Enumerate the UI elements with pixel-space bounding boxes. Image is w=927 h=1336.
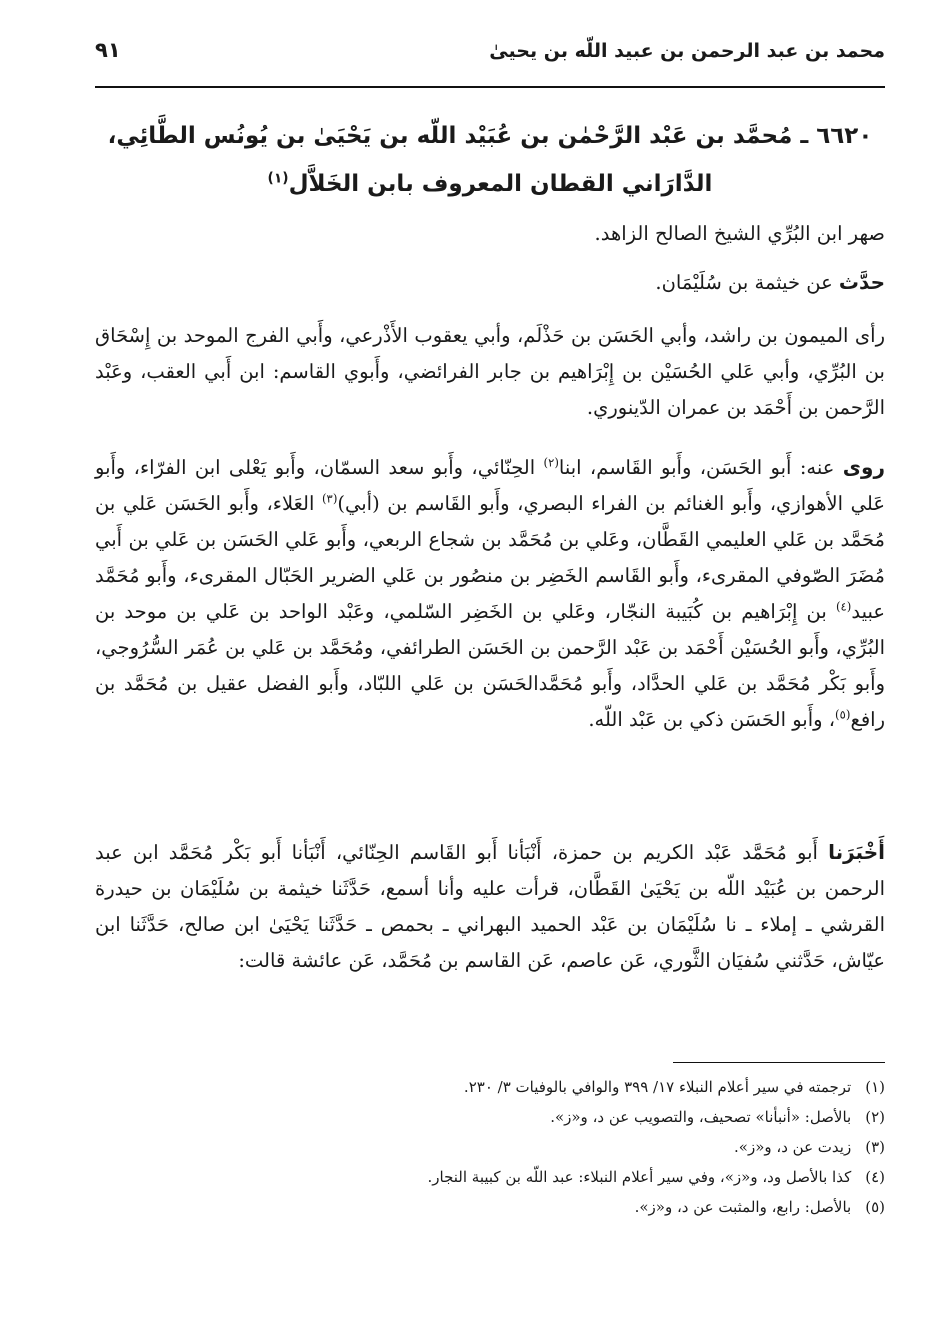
raa-paragraph bbox=[95, 318, 885, 426]
entry-heading bbox=[95, 112, 885, 208]
footnote-ref-4: (٤) bbox=[835, 599, 852, 614]
entry-heading-line-2 bbox=[95, 160, 885, 208]
footnote-number: (١) bbox=[865, 1078, 885, 1096]
footnote-number: (٤) bbox=[865, 1168, 885, 1186]
raa-text: رأى الميمون بن راشد، وأبي الحَسَن بن حَذْلَم، وأبي يعقوب الأَذْرعي، وأَبي الفرج الموحد بن إِسْحَاق بن البُرِّي، وأبي عَلي الحُسَيْن بن إِبْرَاهيم بن جابر الفرائضي، وأَبوي القاسم: ابن أَبي العقب، وعَبْد الرَّحمن بن أَحْمَد بن عمران الدّينوري. bbox=[95, 324, 885, 419]
footnote-text: زيدت عن د، و«ز». bbox=[734, 1138, 852, 1156]
footnote-number: (٥) bbox=[865, 1198, 885, 1216]
entry-heading-line-2-text: الدَّارَاني القطان المعروف بابن الخَلاَّل bbox=[288, 171, 713, 197]
rawa-line bbox=[95, 449, 885, 738]
entry-heading-line-1: ٦٦٢٠ ـ مُحمَّد بن عَبْد الرَّحْمٰن بن عُبَيْد اللّه بن يَحْيَىٰ بن يُونُس الطَّائِي، bbox=[107, 123, 873, 149]
footnote bbox=[95, 1132, 885, 1162]
running-title: محمد بن عبد الرحمن بن عبيد اللّه بن يحيىٰ bbox=[489, 40, 885, 62]
akhbarana-text: أَبو مُحَمَّد عَبْد الكريم بن حمزة، أَنْبَأنا أَبو القَاسم الحِنّائي، أَنْبَأنا أَبو بَكْر مُحَمَّد ابن عبد الرحمن بن عُبَيْد اللّه بن يَحْيَىٰ القَطَّان، قرأت عليه وأنا أسمع، حَدَّثَنا خيثمة بن سُلَيْمَان بن حيدرة القرشي ـ إملاء ـ نا سُلَيْمَان بن عَبْد الحميد البهراني ـ بحمص ـ حَدَّثَنا يَحْيَىٰ ابن صالح، حَدَّثَنا ابن عيّاش، حَدَّثني سُفيَان الثَّوري، عَن عاصم، عَن القاسم بن مُحَمَّد، عَن عائشة قالت: bbox=[95, 841, 885, 972]
footnote bbox=[95, 1192, 885, 1222]
footnote-number: (٣) bbox=[865, 1138, 885, 1156]
rawa-text-4: بن إِبْرَاهيم بن كُبَيبة النجّار، وعَلي بن الخَضِر السّلمي، وعَبْد الواحد بن عَلي بن موحد بن البُرِّي، وأَبو الحُسَيْن أَحْمَد بن عَبْد الرَّحمن بن الحَسَن الطرائفي، ومُحَمَّد بن عَلي بن عُمَر السُّرُوجي، وأَبو بَكْر مُحَمَّد بن عَلي الحدَّاد، وأَبو مُحَمَّدالحَسَن بن عَلي اللبّاد، وأَبو الفضل عقيل بن مُحَمَّد بن رافع bbox=[95, 600, 885, 731]
rawa-text-3: العَلاء، وأَبو الحَسَن عَلي بن مُحَمَّد بن عَلي العليمي القَطَّان، وعَلي بن مُحَمَّد بن شجاع الربعي، وأَبو عَلي الحَسَن بن عَلي بن أَبي مُضَرَ الصّوفي المقرىء، وأَبو القَاسم الخَضِر بن منصُور بن عَلي الضرير الحَبّال المقرىء، وأَبو مُحَمَّد عبيد bbox=[95, 492, 885, 623]
hadath-line bbox=[95, 264, 885, 301]
intro-paragraph bbox=[95, 216, 885, 252]
rawa-text-1: عنه: أَبو الحَسَن، وأَبو القَاسم، ابنا bbox=[558, 456, 843, 479]
footnote bbox=[95, 1162, 885, 1192]
footnote-text: كذا بالأصل ود، و«ز»، وفي سير أعلام النبلاء: عبد اللّه بن كبيبة النجار. bbox=[427, 1168, 852, 1186]
footnote-ref-2: (٢) bbox=[543, 455, 559, 470]
footnote bbox=[95, 1102, 885, 1132]
intro-text: صهر ابن البُرِّي الشيخ الصالح الزاهد. bbox=[594, 222, 885, 245]
footnotes bbox=[95, 1072, 885, 1222]
footnote-ref-1: (١) bbox=[267, 170, 289, 187]
running-header bbox=[95, 36, 885, 88]
footnote-text: ترجمته في سير أعلام النبلاء ١٧/ ٣٩٩ والوافي بالوفيات ٣/ ٢٣٠. bbox=[463, 1078, 852, 1096]
footnote-text: بالأصل: «أنبأنا» تصحيف، والتصويب عن د، و«ز». bbox=[550, 1108, 852, 1126]
hadath-text: عن خيثمة بن سُلَيْمَان. bbox=[655, 271, 839, 294]
akhbarana-line bbox=[95, 834, 885, 979]
footnote bbox=[95, 1072, 885, 1102]
footnote-ref-3: (٣) bbox=[321, 491, 338, 506]
akhbarana-paragraph bbox=[95, 834, 885, 979]
akhbarana-lead: أَخْبَرَنا bbox=[828, 840, 885, 864]
footnote-ref-5: (٥) bbox=[835, 707, 851, 722]
rawa-text-5: ، وأَبو الحَسَن ذكي بن عَبْد اللّه. bbox=[588, 708, 836, 731]
footnote-divider bbox=[673, 1062, 885, 1063]
hadath-paragraph bbox=[95, 264, 885, 301]
rawa-paragraph bbox=[95, 449, 885, 738]
footnote-text: بالأصل: رابع، والمثبت عن د، و«ز». bbox=[634, 1198, 852, 1216]
hadath-lead: حدَّث bbox=[838, 270, 885, 294]
footnote-number: (٢) bbox=[865, 1108, 885, 1126]
rawa-lead: روى bbox=[842, 455, 885, 479]
rawa-text-2: الحِنّائي، وأَبو سعد السمّان، وأَبو يَعْلى ابن الفرّاء، وأَبو عَلي الأهوازي، وأَبو الغنائم بن الفراء البصري، وأَبو القَاسم بن (أبي) bbox=[95, 456, 885, 515]
page-number: ٩١ bbox=[95, 38, 121, 62]
